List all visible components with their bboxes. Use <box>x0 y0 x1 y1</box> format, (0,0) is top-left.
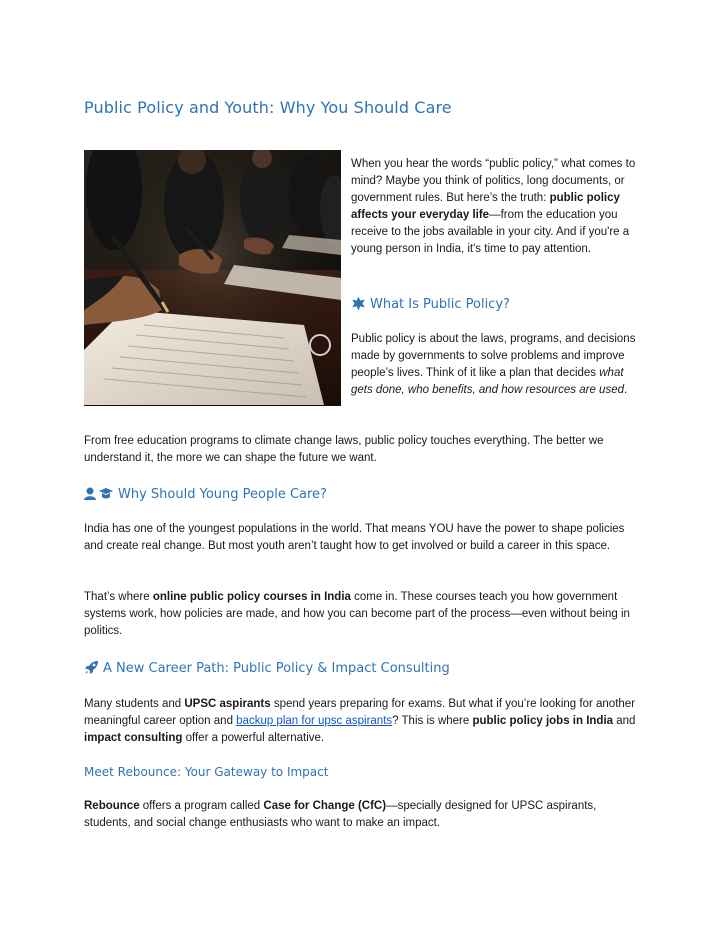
what-is-heading <box>351 296 510 315</box>
rebounce-text-end: —specially designed for UPSC aspirants, students, and social change enthusiasts who want to make an impact. <box>84 800 597 829</box>
what-is-text: Public policy is about the laws, programs, and decisions made by governments to solve problems and improve people’s lives. Think of it like a plan that decides <box>351 333 636 379</box>
intro-bold-text: public policy affects your everyday life <box>351 192 620 221</box>
what-is-text-end: . <box>623 384 628 396</box>
intro-text: When you hear the words “public policy,” what comes to mind? Maybe you think of politics, long documents, or government rules. But here’s the truth: <box>351 158 636 204</box>
rebounce-bold-name: Rebounce <box>84 800 140 812</box>
career-text-mid-3: and <box>613 715 636 727</box>
what-is-italic-text: what gets done, who benefits, and how resources are used <box>351 367 624 396</box>
why-care-paragraph-2 <box>84 589 634 640</box>
why-care-text-end: come in. These courses teach you how government systems work, how policies are made, and how you can become part of the process—even without being in politics. <box>84 591 630 637</box>
rebounce-heading: Meet Rebounce: Your Gateway to Impact <box>84 765 329 779</box>
intro-text-end: —from the education you receive to the jobs available in your city. And if you're a young person in India, it's time to pay attention. <box>351 209 630 255</box>
career-heading <box>84 660 450 679</box>
why-care-bold-text: online public policy courses in India <box>152 591 351 603</box>
what-is-paragraph <box>351 331 641 399</box>
why-care-paragraph-1: India has one of the youngest populations in the world. That means YOU have the power to shape policies and create real change. But most youth aren’t taught how to get involved or build a career in this space. <box>84 523 625 552</box>
hero-image-signing-documents <box>84 150 341 406</box>
career-bold-consulting: impact consulting <box>84 732 183 744</box>
career-text-mid: spend years preparing for exams. But what if you’re looking for another meaningful career option and <box>84 698 636 727</box>
rocket-icon <box>84 660 99 679</box>
hero-illustration <box>84 150 341 406</box>
career-bold-upsc: UPSC aspirants <box>184 698 271 710</box>
career-text: Many students and <box>84 698 185 710</box>
career-paragraph <box>84 696 644 747</box>
page-title: Public Policy and Youth: Why You Should Care <box>84 98 452 117</box>
career-text-end: offer a powerful alternative. <box>182 732 325 744</box>
upsc-backup-plan-link[interactable]: backup plan for upsc aspirants <box>236 715 393 727</box>
career-heading-text: A New Career Path: Public Policy & Impact Consulting <box>103 661 450 676</box>
why-care-text: That’s where <box>84 591 153 603</box>
career-text-mid-2: ? This is where <box>392 715 473 727</box>
rebounce-paragraph <box>84 798 614 832</box>
why-care-heading <box>84 486 327 505</box>
star-burst-icon <box>351 296 366 315</box>
rebounce-bold-program: Case for Change (CfC) <box>263 800 387 812</box>
why-care-heading-text: Why Should Young People Care? <box>118 487 327 502</box>
rebounce-text: offers a program called <box>139 800 264 812</box>
intro-paragraph <box>351 156 641 258</box>
career-bold-jobs: public policy jobs in India <box>472 715 614 727</box>
student-graduation-cap-icon <box>84 486 114 505</box>
what-is-heading-text: What Is Public Policy? <box>370 297 510 312</box>
policy-touches-paragraph: From free education programs to climate change laws, public policy touches everything. The better we understand it, the more we can shape the future we want. <box>84 435 604 464</box>
